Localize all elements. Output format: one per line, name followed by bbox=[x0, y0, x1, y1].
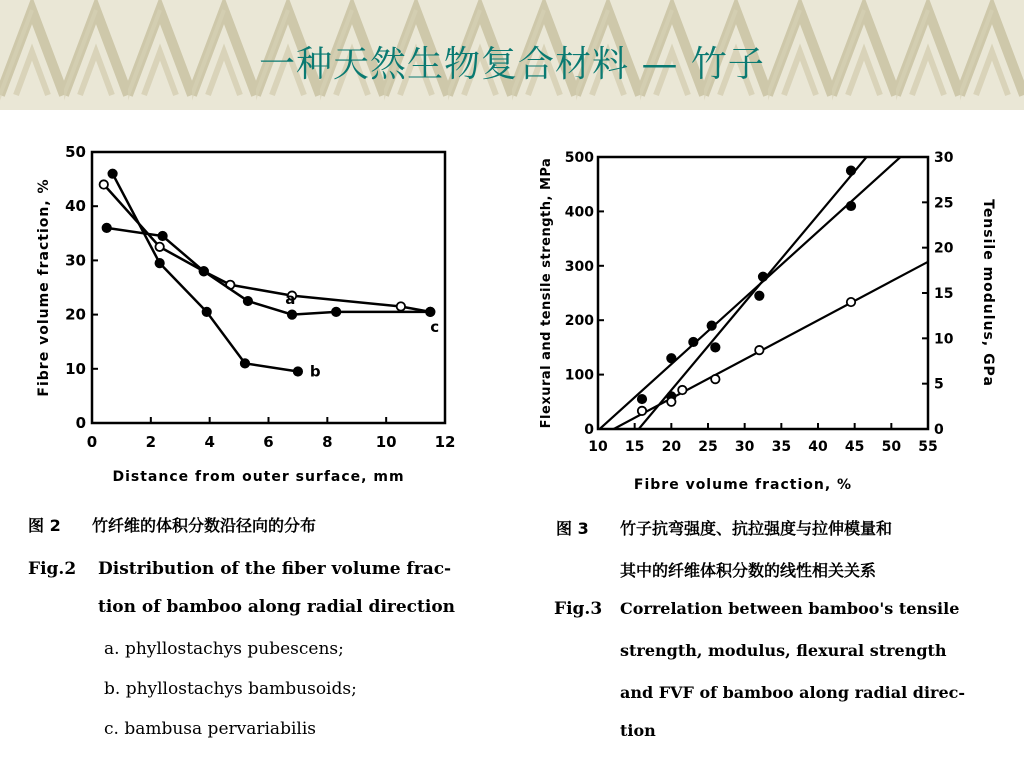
x-tick-label: 0 bbox=[86, 433, 98, 451]
data-point-tensile-strength bbox=[755, 292, 763, 300]
y2-axis-label: Tensile modulus, GPa bbox=[980, 199, 996, 387]
data-point-tensile-modulus bbox=[847, 298, 855, 306]
x-tick-label: 6 bbox=[263, 433, 274, 451]
x-tick-label: 30 bbox=[734, 439, 755, 455]
fig3-en-line2: strength, modulus, flexural strength bbox=[620, 641, 947, 660]
x-tick-label: 12 bbox=[434, 433, 456, 451]
y-tick-label: 0 bbox=[75, 414, 86, 432]
data-point-c bbox=[200, 267, 208, 275]
fig3-cn-line1: 竹子抗弯强度、抗拉强度与拉伸模量和 bbox=[620, 519, 893, 538]
y-axis-label: Fibre volume fraction, % bbox=[36, 178, 52, 397]
y-tick-label: 300 bbox=[564, 258, 594, 275]
data-point-c bbox=[158, 232, 166, 240]
y-tick-label: 500 bbox=[564, 150, 594, 166]
x-tick-label: 40 bbox=[808, 439, 828, 455]
y2-tick-label: 0 bbox=[934, 422, 944, 438]
data-point-b bbox=[203, 308, 211, 316]
header-banner bbox=[0, 0, 1024, 110]
data-point-b bbox=[294, 367, 302, 375]
x-tick-label: 35 bbox=[771, 439, 792, 455]
data-point-tensile-strength bbox=[689, 338, 697, 346]
fig3-en-line4: tion bbox=[620, 721, 656, 740]
data-point-a bbox=[397, 302, 405, 310]
y-tick-label: 30 bbox=[65, 251, 86, 270]
data-point-c bbox=[288, 310, 296, 318]
data-point-tensile-strength bbox=[847, 166, 855, 174]
y-tick-label: 100 bbox=[564, 367, 594, 384]
x-tick-label: 55 bbox=[918, 439, 938, 455]
x-tick-label: 2 bbox=[145, 433, 157, 451]
data-point-b bbox=[108, 169, 116, 177]
fig3-en-line3: and FVF of bamboo along radial direc- bbox=[620, 683, 966, 702]
x-tick-label: 10 bbox=[375, 433, 397, 451]
x-tick-label: 10 bbox=[588, 439, 608, 455]
data-point-flexural-strength bbox=[707, 321, 715, 329]
y2-tick-label: 15 bbox=[934, 286, 954, 302]
data-point-tensile-modulus bbox=[667, 398, 675, 406]
data-point-c bbox=[244, 297, 252, 305]
fig2-en-line2: tion of bamboo along radial direction bbox=[98, 597, 456, 617]
y2-tick-label: 30 bbox=[934, 150, 954, 166]
series-label-c: c bbox=[430, 317, 440, 336]
data-point-a bbox=[100, 180, 108, 188]
x-axis-label: Fibre volume fraction, % bbox=[633, 477, 853, 493]
fig3-en-label: Fig.3 bbox=[554, 599, 603, 619]
series-label-b: b bbox=[309, 362, 321, 381]
chart-fibre-distribution bbox=[0, 130, 480, 500]
x-tick-label: 8 bbox=[322, 433, 333, 451]
y2-tick-label: 5 bbox=[934, 376, 944, 393]
data-point-tensile-modulus bbox=[755, 346, 763, 354]
plot-frame bbox=[92, 152, 445, 423]
y-tick-label: 20 bbox=[65, 305, 86, 324]
data-point-c bbox=[103, 224, 111, 232]
y2-tick-label: 25 bbox=[934, 195, 954, 212]
x-tick-label: 4 bbox=[204, 433, 215, 451]
y-tick-label: 10 bbox=[65, 359, 86, 378]
fig3-en-line1: Correlation between bamboo's tensile bbox=[620, 599, 960, 618]
y-axis-label: Flexural and tensile strength, MPa bbox=[539, 157, 554, 429]
y-tick-label: 400 bbox=[564, 204, 594, 221]
series-label-a: a bbox=[285, 289, 296, 308]
fig2-en-line1: Distribution of the fiber volume frac- bbox=[98, 559, 452, 579]
data-point-tensile-modulus bbox=[678, 386, 686, 394]
data-point-flexural-strength bbox=[638, 395, 646, 403]
data-point-c bbox=[426, 308, 434, 316]
fig2-cn-label: 图 2 bbox=[28, 516, 61, 535]
fig2-item-b: b. phyllostachys bambusoids; bbox=[104, 679, 357, 699]
fig2-cn-text: 竹纤维的体积分数沿径向的分布 bbox=[92, 516, 317, 535]
fig2-item-c: c. bambusa pervariabilis bbox=[104, 719, 316, 739]
data-point-tensile-modulus bbox=[711, 375, 719, 383]
y-tick-label: 0 bbox=[584, 422, 594, 438]
data-point-b bbox=[155, 259, 163, 267]
y-tick-label: 200 bbox=[564, 313, 594, 330]
data-point-tensile-modulus bbox=[638, 407, 646, 415]
x-tick-label: 50 bbox=[881, 439, 902, 455]
data-point-c bbox=[332, 308, 340, 316]
chart-svg-fibre-distribution bbox=[0, 130, 480, 500]
data-point-b bbox=[241, 359, 249, 367]
data-point-flexural-strength bbox=[667, 354, 675, 362]
y2-tick-label: 10 bbox=[934, 331, 954, 348]
y-tick-label: 50 bbox=[65, 143, 86, 161]
x-tick-label: 20 bbox=[661, 439, 682, 455]
y2-tick-label: 20 bbox=[934, 240, 954, 257]
fig2-item-a: a. phyllostachys pubescens; bbox=[104, 639, 344, 659]
x-tick-label: 45 bbox=[844, 439, 865, 455]
data-point-a bbox=[155, 243, 163, 251]
y-tick-label: 40 bbox=[65, 197, 86, 216]
fig3-cn-line2: 其中的纤维体积分数的线性相关关系 bbox=[620, 561, 877, 580]
data-point-flexural-strength bbox=[847, 202, 855, 210]
chart-strength-correlation bbox=[530, 115, 1024, 505]
fig3-cn-label: 图 3 bbox=[556, 519, 589, 538]
chart-svg-strength-correlation bbox=[530, 115, 1024, 505]
data-point-tensile-strength bbox=[711, 343, 719, 351]
x-tick-label: 15 bbox=[624, 439, 645, 455]
slide-title: 一种天然生物复合材料 — 竹子 bbox=[259, 44, 765, 85]
fig2-en-label: Fig.2 bbox=[28, 559, 77, 579]
x-axis-label: Distance from outer surface, mm bbox=[112, 469, 405, 485]
x-tick-label: 25 bbox=[698, 439, 718, 455]
